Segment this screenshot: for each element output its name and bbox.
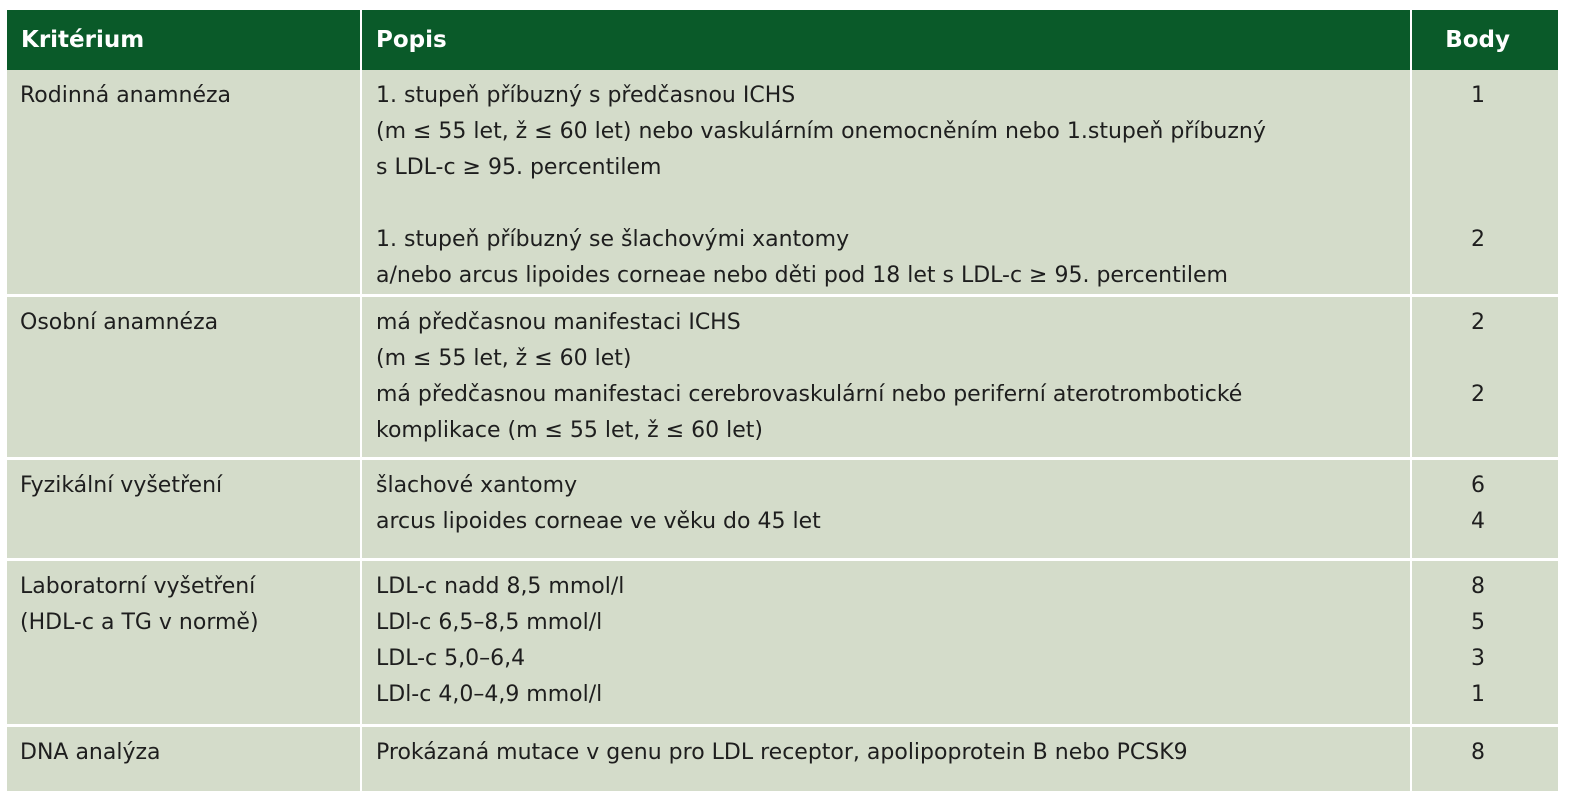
criterion-subtext: (HDL-c a TG v normě) <box>20 610 259 635</box>
table-row <box>7 726 1558 793</box>
table-row <box>7 70 1558 296</box>
points-value: 2 <box>1471 310 1485 335</box>
points-value: 3 <box>1471 646 1485 671</box>
description-line: LDl-c 6,5–8,5 mmol/l <box>376 610 603 635</box>
points-cell <box>1411 70 1558 296</box>
description-line: 1. stupeň příbuzný se šlachovými xantomy <box>376 227 850 252</box>
points-value: 8 <box>1471 740 1485 765</box>
table-header-row <box>7 10 1558 70</box>
points-value: 1 <box>1471 83 1485 108</box>
points-value: 2 <box>1471 382 1485 407</box>
points-value: 1 <box>1471 682 1485 707</box>
column-header-points: Body <box>1411 10 1558 70</box>
description-line: Prokázaná mutace v genu pro LDL receptor, apolipoprotein B nebo PCSK9 <box>376 740 1188 765</box>
table-row <box>7 296 1558 459</box>
points-cell <box>1411 726 1558 793</box>
criterion-cell <box>7 296 361 459</box>
points-cell <box>1411 459 1558 560</box>
criteria-table-container <box>7 10 1558 794</box>
description-line: arcus lipoides corneae ve věku do 45 let <box>376 509 821 534</box>
criterion-cell <box>7 560 361 726</box>
points-cell <box>1411 296 1558 459</box>
criterion-cell <box>7 459 361 560</box>
points-cell <box>1411 560 1558 726</box>
description-line: LDL-c 5,0–6,4 <box>376 646 526 671</box>
column-header-description: Popis <box>361 10 1411 70</box>
criterion-cell <box>7 70 361 296</box>
description-line: (m ≤ 55 let, ž ≤ 60 let) nebo vaskulárním onemocněním nebo 1.stupeň příbuzný <box>376 119 1266 144</box>
criterion-text: DNA analýza <box>20 740 161 765</box>
description-line: má předčasnou manifestaci ICHS <box>376 310 741 335</box>
description-line: a/nebo arcus lipoides corneae nebo děti pod 18 let s LDL-c ≥ 95. percentilem <box>376 263 1228 288</box>
points-value: 4 <box>1471 509 1485 534</box>
criterion-text: Osobní anamnéza <box>20 310 219 335</box>
description-line: má předčasnou manifestaci cerebrovaskulární nebo periferní aterotrombotické <box>376 382 1243 407</box>
criterion-text: Fyzikální vyšetření <box>20 473 223 498</box>
column-header-criterion: Kritérium <box>7 10 361 70</box>
criterion-cell <box>7 726 361 793</box>
criteria-table <box>7 10 1558 794</box>
criterion-text: Laboratorní vyšetření <box>20 574 256 599</box>
description-line: (m ≤ 55 let, ž ≤ 60 let) <box>376 346 632 371</box>
points-value: 2 <box>1471 227 1485 252</box>
points-value: 6 <box>1471 473 1485 498</box>
description-cell <box>361 726 1411 793</box>
criterion-text: Rodinná anamnéza <box>20 83 232 108</box>
table-row <box>7 459 1558 560</box>
description-line: LDl-c 4,0–4,9 mmol/l <box>376 682 603 707</box>
description-cell <box>361 560 1411 726</box>
description-line: komplikace (m ≤ 55 let, ž ≤ 60 let) <box>376 418 763 443</box>
description-spacer <box>376 186 1400 222</box>
points-value: 5 <box>1471 610 1485 635</box>
description-cell <box>361 296 1411 459</box>
points-value: 8 <box>1471 574 1485 599</box>
description-line: šlachové xantomy <box>376 473 578 498</box>
table-row <box>7 560 1558 726</box>
description-line: 1. stupeň příbuzný s předčasnou ICHS <box>376 83 796 108</box>
description-line: s LDL-c ≥ 95. percentilem <box>376 155 662 180</box>
description-cell <box>361 70 1411 296</box>
description-cell <box>361 459 1411 560</box>
description-line: LDL-c nadd 8,5 mmol/l <box>376 574 625 599</box>
